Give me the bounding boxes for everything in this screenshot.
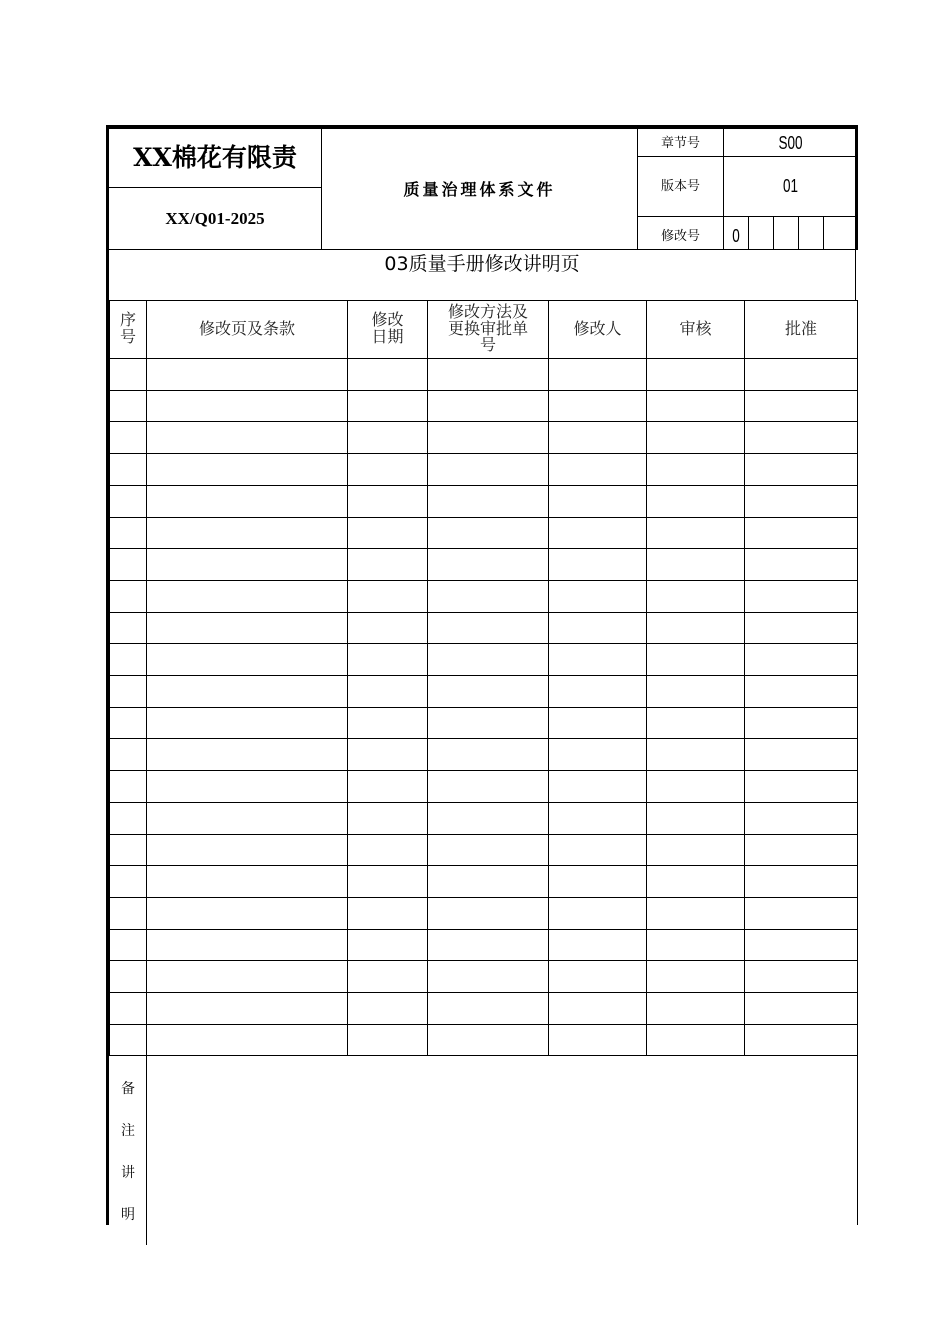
remarks-label-char: 备: [121, 1081, 135, 1097]
revision-label: 修改号: [660, 229, 700, 245]
table-cell: [110, 961, 146, 992]
table-cell: [428, 581, 548, 612]
document-title: 质量治理体系文件: [403, 179, 556, 199]
column-header: 修改方法及 更换审批单 号: [447, 301, 528, 355]
table-cell: [110, 676, 146, 707]
table-cell: [147, 866, 347, 897]
table-cell: [110, 549, 146, 580]
table-cell: [549, 422, 646, 453]
table-cell: [428, 898, 548, 929]
table-cell: [745, 549, 857, 580]
table-cell: [647, 486, 744, 517]
table-cell: [549, 1025, 646, 1056]
table-cell: [428, 771, 548, 802]
table-cell: [647, 644, 744, 675]
remarks-label-char: 明: [121, 1207, 135, 1223]
table-cell: [745, 708, 857, 739]
table-cell: [745, 486, 857, 517]
table-cell: [147, 454, 347, 485]
table-cell: [348, 518, 427, 549]
table-cell: [348, 613, 427, 644]
table-cell: [147, 835, 347, 866]
table-cell: [549, 993, 646, 1024]
table-cell: [348, 993, 427, 1024]
table-cell: [549, 518, 646, 549]
table-cell: [147, 549, 347, 580]
column-header: 批准: [784, 318, 817, 338]
table-cell: [745, 359, 857, 390]
table-cell: [147, 486, 347, 517]
table-cell: [647, 739, 744, 770]
table-cell: [147, 676, 347, 707]
table-cell: [745, 644, 857, 675]
table-cell: [348, 708, 427, 739]
table-cell: [428, 866, 548, 897]
table-cell: [549, 898, 646, 929]
table-cell: [745, 866, 857, 897]
table-cell: [745, 771, 857, 802]
table-cell: [147, 930, 347, 961]
remarks-label-char: 注: [121, 1123, 135, 1139]
table-cell: [110, 391, 146, 422]
table-cell: [428, 549, 548, 580]
table-cell: [348, 549, 427, 580]
column-header: 序 号: [119, 310, 136, 346]
table-cell: [110, 1025, 146, 1056]
table-cell: [348, 803, 427, 834]
table-cell: [110, 739, 146, 770]
table-cell: [147, 1025, 347, 1056]
table-cell: [110, 803, 146, 834]
chapter-value: S00: [778, 133, 803, 154]
table-cell: [428, 518, 548, 549]
table-cell: [549, 708, 646, 739]
table-cell: [110, 898, 146, 929]
table-cell: [647, 676, 744, 707]
table-cell: [745, 803, 857, 834]
table-cell: [110, 359, 146, 390]
table-cell: [110, 581, 146, 612]
table-cell: [147, 581, 347, 612]
remarks-right-border: [857, 1055, 858, 1225]
table-cell: [647, 835, 744, 866]
page-title: 03质量手册修改讲明页: [384, 253, 580, 276]
table-cell: [147, 708, 347, 739]
table-cell: [647, 613, 744, 644]
table-cell: [647, 803, 744, 834]
right-border: [855, 125, 858, 250]
table-cell: [348, 644, 427, 675]
table-cell: [549, 803, 646, 834]
table-cell: [549, 359, 646, 390]
table-cell: [647, 866, 744, 897]
table-cell: [647, 454, 744, 485]
table-cell: [745, 676, 857, 707]
table-cell: [147, 993, 347, 1024]
table-cell: [549, 835, 646, 866]
table-cell: [428, 930, 548, 961]
table-cell: [110, 708, 146, 739]
table-cell: [147, 613, 347, 644]
table-cell: [647, 930, 744, 961]
table-cell: [110, 930, 146, 961]
table-cell: [428, 613, 548, 644]
table-cell: [549, 581, 646, 612]
column-header: 修改页及条款: [198, 318, 295, 338]
table-cell: [745, 1025, 857, 1056]
table-cell: [428, 422, 548, 453]
table-rule: [109, 1055, 857, 1056]
revision-box-divider: [823, 216, 824, 249]
table-cell: [745, 613, 857, 644]
table-cell: [110, 422, 146, 453]
table-cell: [348, 581, 427, 612]
table-cell: [147, 422, 347, 453]
table-column-rule: [857, 300, 858, 1055]
table-cell: [348, 961, 427, 992]
table-cell: [147, 391, 347, 422]
table-cell: [110, 518, 146, 549]
table-cell: [428, 835, 548, 866]
table-cell: [147, 961, 347, 992]
table-cell: [348, 486, 427, 517]
table-cell: [147, 898, 347, 929]
table-cell: [647, 391, 744, 422]
column-header: 修改 日期: [371, 310, 404, 346]
table-cell: [428, 359, 548, 390]
table-cell: [428, 644, 548, 675]
column-header: 修改人: [573, 318, 622, 338]
table-cell: [745, 391, 857, 422]
table-cell: [745, 581, 857, 612]
table-cell: [110, 835, 146, 866]
table-cell: [647, 961, 744, 992]
table-cell: [147, 518, 347, 549]
table-cell: [647, 708, 744, 739]
table-cell: [647, 549, 744, 580]
table-cell: [348, 898, 427, 929]
table-cell: [647, 581, 744, 612]
table-cell: [647, 1025, 744, 1056]
document-code: XX/Q01-2025: [165, 208, 265, 228]
header-divider: [723, 129, 724, 250]
revision-box-divider: [748, 216, 749, 249]
table-cell: [110, 771, 146, 802]
table-cell: [428, 803, 548, 834]
table-cell: [647, 422, 744, 453]
table-cell: [549, 771, 646, 802]
table-cell: [549, 930, 646, 961]
table-cell: [549, 644, 646, 675]
table-cell: [745, 518, 857, 549]
table-cell: [348, 771, 427, 802]
table-cell: [428, 1025, 548, 1056]
table-cell: [745, 930, 857, 961]
remarks-label-char: 讲: [121, 1165, 135, 1181]
table-cell: [549, 613, 646, 644]
column-header: 审核: [679, 318, 712, 338]
title-right-border: [855, 250, 856, 300]
table-cell: [110, 613, 146, 644]
header-divider: [637, 216, 857, 217]
table-cell: [348, 739, 427, 770]
table-cell: [147, 803, 347, 834]
revision-box-divider: [798, 216, 799, 249]
table-cell: [745, 993, 857, 1024]
table-cell: [147, 644, 347, 675]
table-cell: [647, 359, 744, 390]
table-cell: [428, 486, 548, 517]
table-cell: [647, 771, 744, 802]
table-cell: [549, 866, 646, 897]
table-cell: [147, 739, 347, 770]
table-cell: [549, 486, 646, 517]
table-cell: [745, 898, 857, 929]
table-cell: [348, 866, 427, 897]
table-cell: [110, 993, 146, 1024]
table-cell: [647, 518, 744, 549]
table-cell: [745, 961, 857, 992]
chapter-label: 章节号: [660, 135, 700, 151]
revision-box-divider: [773, 216, 774, 249]
table-cell: [428, 676, 548, 707]
table-cell: [348, 454, 427, 485]
table-cell: [428, 739, 548, 770]
table-cell: [348, 359, 427, 390]
table-cell: [348, 1025, 427, 1056]
table-cell: [110, 644, 146, 675]
table-cell: [348, 676, 427, 707]
table-cell: [549, 549, 646, 580]
table-cell: [549, 454, 646, 485]
table-cell: [428, 961, 548, 992]
table-cell: [110, 486, 146, 517]
table-cell: [147, 359, 347, 390]
version-label: 版本号: [660, 178, 700, 194]
table-cell: [647, 993, 744, 1024]
table-cell: [110, 866, 146, 897]
version-value: 01: [782, 176, 799, 197]
table-cell: [745, 454, 857, 485]
table-cell: [549, 961, 646, 992]
table-cell: [348, 835, 427, 866]
table-cell: [348, 391, 427, 422]
table-cell: [428, 993, 548, 1024]
table-cell: [745, 835, 857, 866]
table-cell: [549, 739, 646, 770]
table-cell: [348, 422, 427, 453]
table-cell: [428, 391, 548, 422]
table-cell: [745, 422, 857, 453]
table-cell: [110, 454, 146, 485]
table-cell: [647, 898, 744, 929]
table-cell: [348, 930, 427, 961]
table-cell: [147, 771, 347, 802]
table-cell: [549, 676, 646, 707]
table-cell: [428, 708, 548, 739]
table-cell: [549, 391, 646, 422]
table-cell: [428, 454, 548, 485]
revision-value: 0: [732, 225, 740, 246]
company-name: XX棉花有限责: [133, 142, 297, 172]
table-cell: [745, 739, 857, 770]
